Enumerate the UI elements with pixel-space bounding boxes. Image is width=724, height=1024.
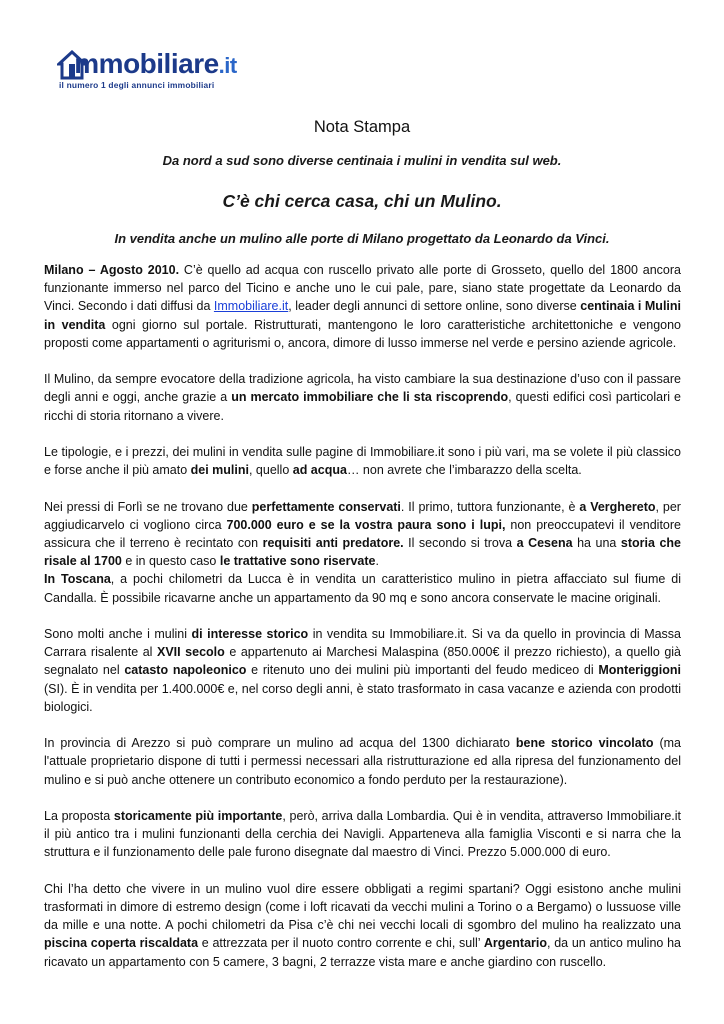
immobiliare-logo[interactable] (57, 46, 267, 98)
paragraph-3: Le tipologie, e i prezzi, dei mulini in vendita sulle pagine di Immobiliare.it sono i più vari, ma se volete il più classico e forse anche il più amato dei mulini, quello ad acqua… non avrete che l’imbarazzo della scelta. (44, 445, 681, 478)
paragraph-7: In provincia di Arezzo si può comprare un mulino ad acqua del 1300 dichiarato bene storico vincolato (ma l'attuale proprietario dispone di tutti i permessi necessari alla ristrutturazione ed alla ripresa del funzionamento del mulino e si può anche ottenere un contributo economico a fondo perduto per la restaurazione). (44, 736, 682, 787)
paragraph-4: Nei pressi di Forlì se ne trovano due perfettamente conservati. Il primo, tuttora funzionante, è a Verghereto, per aggiudicarvelo ci vogliono circa 700.000 euro e se la vostra paura sono i lupi, non preoccupatevi il venditore assicura che il terreno è recintato con requisiti anti predatore. Il secondo si trova a Cesena ha una storia che risale al 1700 e in questo caso le trattative sono riservate. (44, 499, 681, 569)
logo-tagline: il numero 1 degli annunci immobiliari (59, 80, 215, 90)
paragraph-1: Milano – Agosto 2010. C’è quello ad acqua con ruscello privato alle porte di Grosseto, quello del 1800 ancora funzionante immerso nel parco del Ticino e anche uno le cui pale, pare, siano state progettate da Leonardo da Vinci. Secondo i dati diffusi da Immobiliare.it, leader degli annunci di settore online, sono diverse centinaia i Mulini in vendita ogni giorno sul portale. Ristrutturati, mantengono le loro caratteristiche architettoniche e vengono proposti come appartamenti o agriturismi o, ancora, dimore di lusso immerse nel verde e persino aziende agricole. (44, 263, 682, 350)
paragraph-2: Il Mulino, da sempre evocatore della tradizione agricola, ha visto cambiare la sua destinazione d’uso con il passare degli anni e oggi, anche grazie a un mercato immobiliare che li sta riscoprendo, questi edifici così particolari e ricchi di storia ritornano a vivere. (44, 372, 681, 423)
article-body (44, 261, 681, 989)
headline: C’è chi cerca casa, chi un Mulino. (222, 191, 502, 211)
logo-wordmark: mmobiliare.it (74, 48, 237, 79)
paragraph-9: Chi l’ha detto che vivere in un mulino vuol dire essere obbligati a regimi spartani? Oggi esistono anche mulini trasformati in dimore di estremo design (come i loft ricavati da vecchi mulini a Torino o a Bergamo) o lussuose ville da mille e una notte. A pochi chilometri da Pisa c’è chi nei vecchi locali di sgombro del mulino ha realizzato una piscina coperta riscaldata e attrezzata per il nuoto contro corrente e chi, sull’ Argentario, da un antico mulino ha ricavato un appartamento con 5 camere, 3 bagni, 2 terrazze vista mare e anche giardino con ruscello. (44, 881, 681, 969)
subheading-top: Da nord a sud sono diverse centinaia i mulini in vendita sul web. (162, 153, 562, 168)
paragraph-8: La proposta storicamente più importante, però, arriva dalla Lombardia. Qui è in vendita, attraverso Immobiliare.it il più antico tra i mulini funzionanti della cerchia dei Navigli. Apparteneva alla famiglia Visconti e si narra che la struttura e il funzionamento delle pale furono disegnate dal maestro di Vinci. Prezzo 5.000.000 di euro. (44, 809, 681, 860)
paragraph-5: In Toscana, a pochi chilometri da Lucca è in vendita un caratteristico mulino in pietra affacciato sul fiume di Candalla. È possibile ricavarne anche un appartamento da 90 mq e sono ancora conservate le macine originali. (44, 572, 681, 605)
paragraph-6: Sono molti anche i mulini di interesse storico in vendita su Immobiliare.it. Si va da quello in provincia di Massa Carrara risalente al XVII secolo e appartenuto ai Marchesi Malaspina (850.000€ il prezzo richiesto), a quello già segnalato nel catasto napoleonico e ritenuto uno dei mulini più importanti del feudo mediceo di Monteriggioni (SI). È in vendita per 1.400.000€ e, nel corso degli anni, è stato trasformato in casa vacanze e azienda con prodotti biologici. (44, 627, 682, 714)
document-title: Nota Stampa (313, 118, 411, 136)
subheading-bottom: In vendita anche un mulino alle porte di Milano progettato da Leonardo da Vinci. (114, 231, 610, 246)
immobiliare-link[interactable]: Immobiliare.it (213, 299, 289, 314)
